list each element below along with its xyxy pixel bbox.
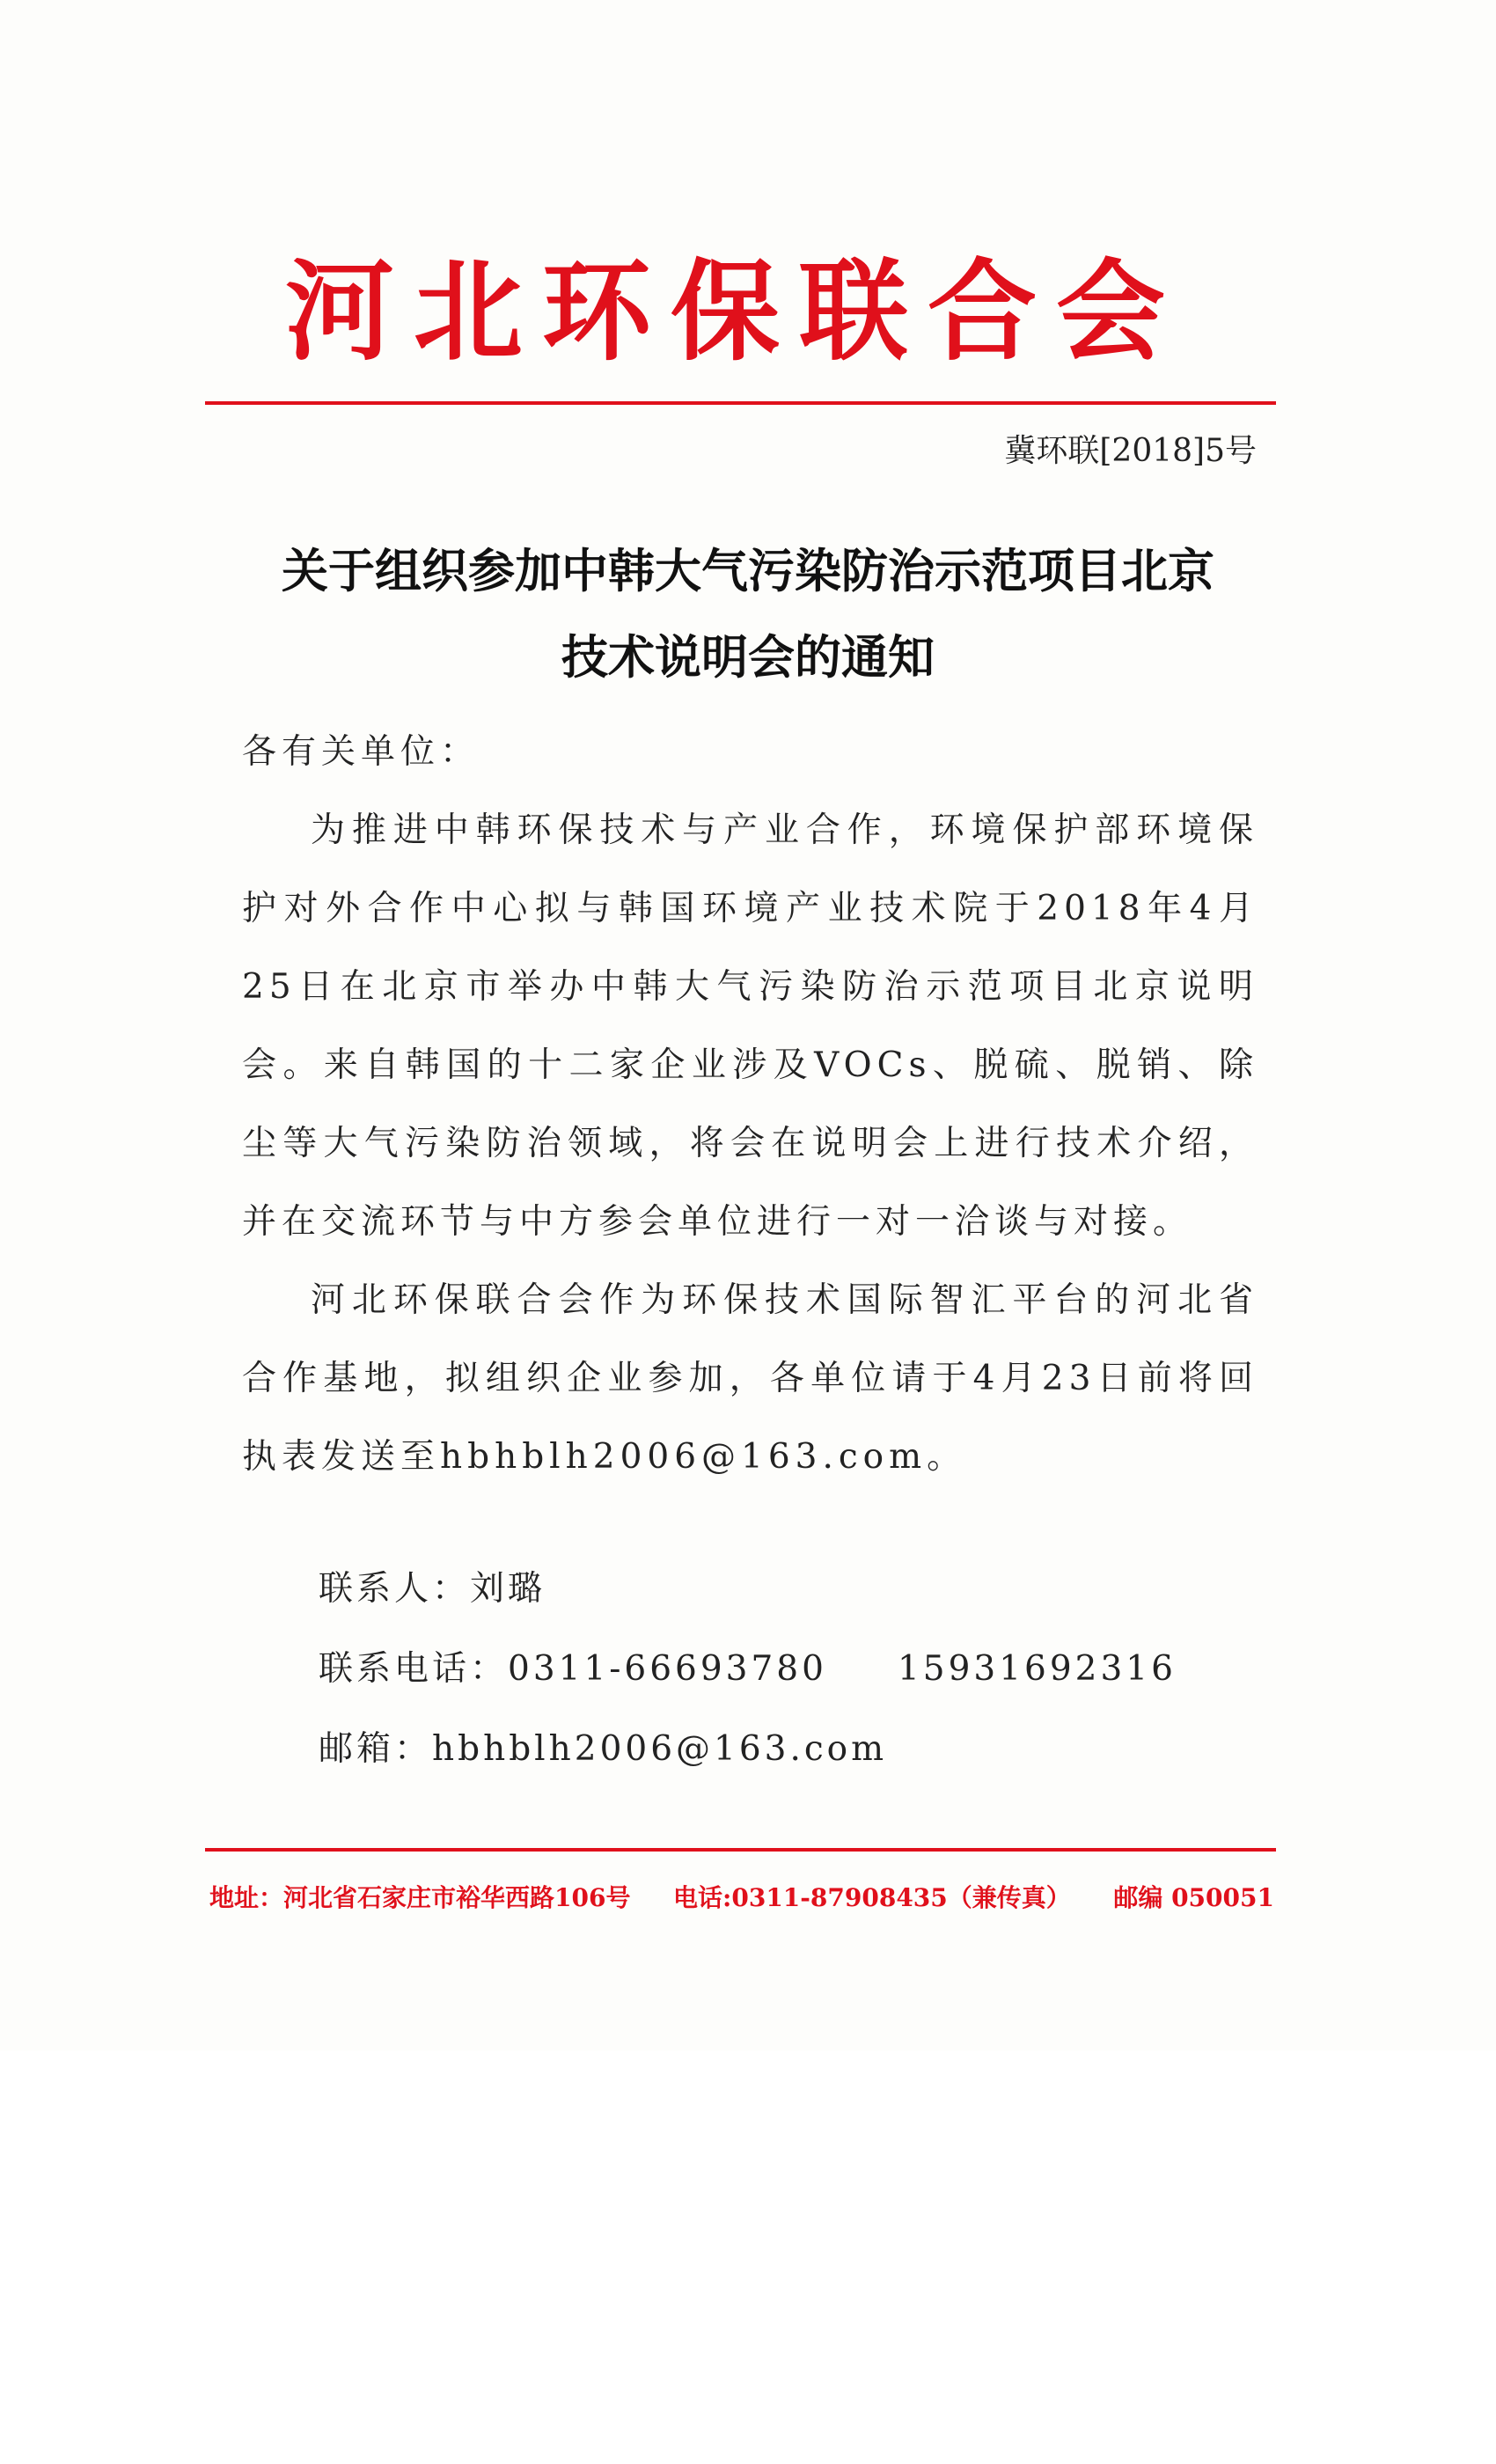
contact-block [319, 1549, 1177, 1789]
footer-postcode: 邮编 050051 [1113, 1883, 1274, 1912]
document-body [242, 713, 1258, 1496]
document-number: 冀环联[2018]5号 [1004, 433, 1257, 469]
salutation: 各有关单位： [242, 732, 480, 772]
letterhead-red-rule [205, 401, 1276, 405]
document-title-line-2: 技术说明会的通知 [561, 630, 935, 685]
contact-email: 邮箱：hbhblh2006@163.com [319, 1729, 888, 1769]
footer-address: 地址：河北省石家庄市裕华西路106号 [209, 1883, 631, 1912]
body-paragraph-1: 为推进中韩环保技术与产业合作，环境保护部环境保护对外合作中心拟与韩国环境产业技术院于2018年4月25日在北京市举办中韩大气污染防治示范项目北京说明会。来自韩国的十二家企业涉及VOCs、脱硫、脱销、除尘等大气污染防治领域，将会在说明会上进行技术介绍，并在交流环节与中方参会单位进行一对一洽谈与对接。 [242, 810, 1258, 1242]
document-title-line-1: 关于组织参加中韩大气污染防治示范项目北京 [282, 544, 1214, 598]
letterhead-organization-name: 河北环保联合会 [284, 249, 1184, 376]
contact-person: 联系人：刘璐 [319, 1569, 546, 1609]
contact-mobile: 15931692316 [897, 1649, 1177, 1689]
footer-info [209, 1876, 1274, 1920]
contact-phone-line [319, 1629, 1177, 1709]
body-paragraph-2: 河北环保联合会作为环保技术国际智汇平台的河北省合作基地，拟组织企业参加，各单位请于4月23日前将回执表发送至hbhblh2006@163.com。 [242, 1280, 1258, 1477]
footer-phone: 电话:0311-87908435（兼传真） [673, 1883, 1071, 1912]
footer-red-rule [205, 1848, 1276, 1852]
contact-phone: 联系电话：0311-66693780 [319, 1649, 827, 1689]
document-title [176, 528, 1320, 700]
